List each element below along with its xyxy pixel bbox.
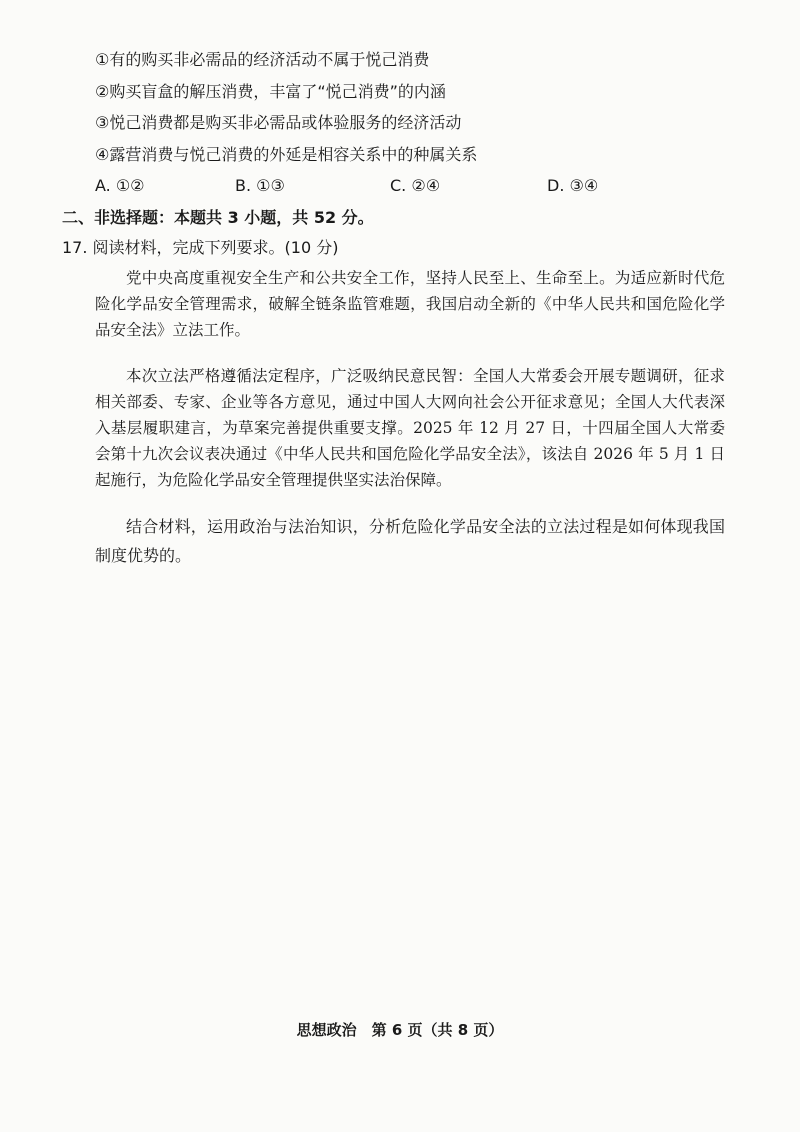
option-c: C. ②④ bbox=[390, 176, 441, 195]
option-d: D. ③④ bbox=[547, 176, 599, 195]
page-footer: 思想政治 第 6 页（共 8 页） bbox=[296, 1021, 504, 1039]
option-b: B. ①③ bbox=[235, 176, 285, 195]
answer-options bbox=[95, 176, 655, 196]
option-a: A. ①② bbox=[95, 176, 145, 195]
section-heading: 二、非选择题：本题共 3 小题，共 52 分。 bbox=[62, 208, 374, 227]
question-17-header: 17. 阅读材料，完成下列要求。(10 分) bbox=[62, 238, 339, 257]
statement-3: ③悦己消费都是购买非必需品或体验服务的经济活动 bbox=[95, 113, 462, 132]
material-paragraph-1: 党中央高度重视安全生产和公共安全工作，坚持人民至上、生命至上。为适应新时代危险化学品安全管理需求，破解全链条监管难题，我国启动全新的《中华人民共和国危险化学品安全法》立法工作。 bbox=[95, 269, 725, 339]
statement-2: ②购买盲盒的解压消费，丰富了“悦己消费”的内涵 bbox=[95, 82, 446, 101]
material-paragraph-2: 本次立法严格遵循法定程序，广泛吸纳民意民智：全国人大常委会开展专题调研，征求相关部委、专家、企业等各方意见，通过中国人大网向社会公开征求意见；全国人大代表深入基层履职建言，为草案完善提供重要支撑。2025 年 12 月 27 日，十四届全国人大常委会第十九次会议表决通过《中华人民共和国危险化学品安全法》，该法自 2026 年 5 月 1 日起施行，为危险化学品安全管理提供坚实法治保障。 bbox=[95, 367, 725, 489]
statement-1: ①有的购买非必需品的经济活动不属于悦己消费 bbox=[95, 50, 430, 69]
statement-4: ④露营消费与悦己消费的外延是相容关系中的种属关系 bbox=[95, 145, 478, 164]
question-prompt: 结合材料，运用政治与法治知识，分析危险化学品安全法的立法过程是如何体现我国制度优势的。 bbox=[95, 517, 725, 565]
